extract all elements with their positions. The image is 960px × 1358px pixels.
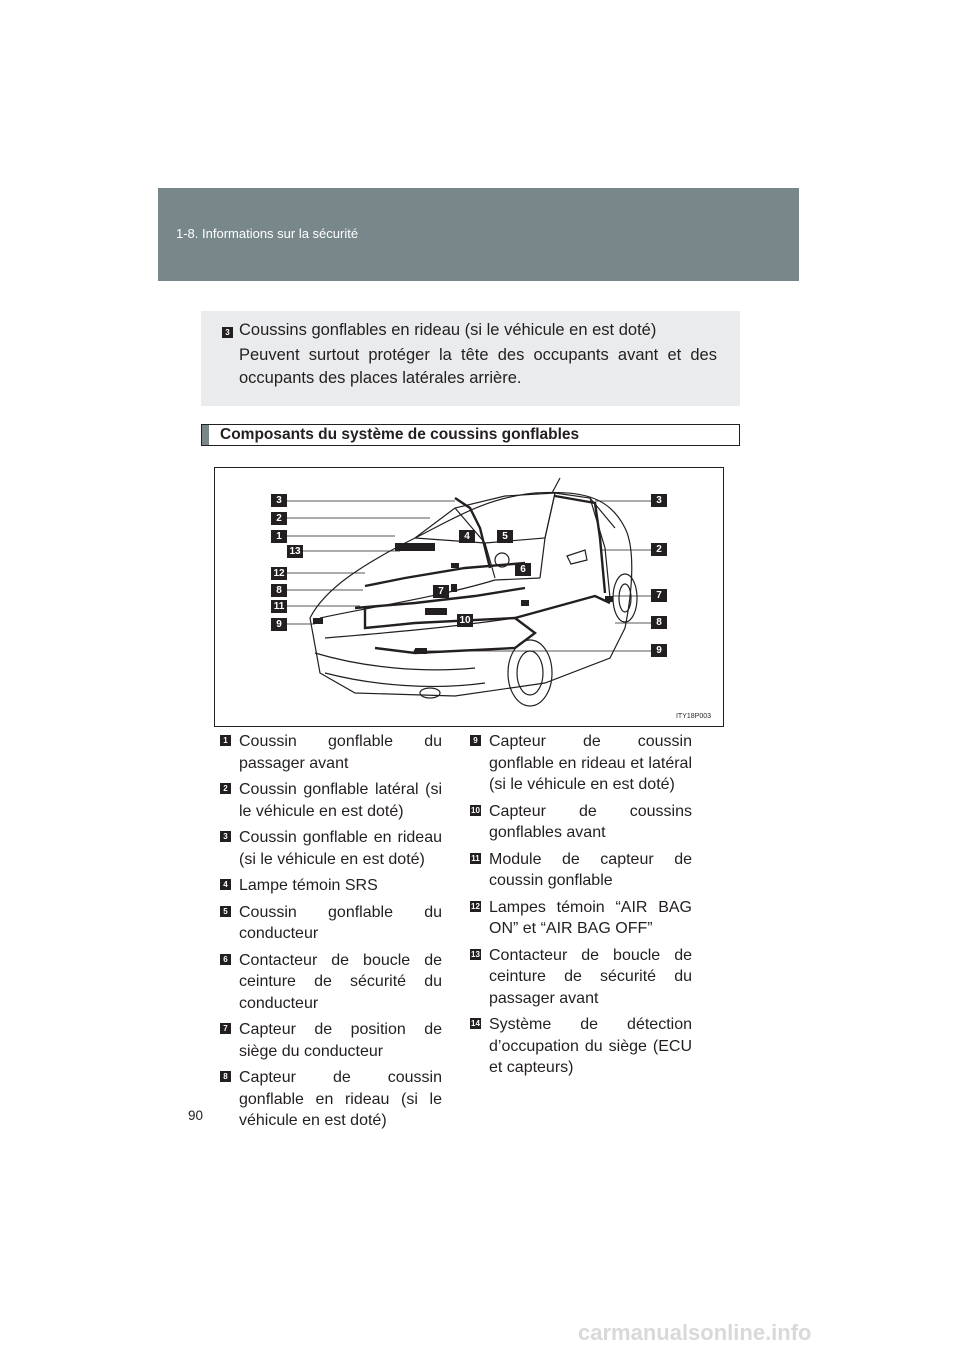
diagram-tag: 1 xyxy=(271,530,287,543)
item-number-badge: 13 xyxy=(471,949,480,959)
intro-title: Coussins gonflables en rideau (si le véhicule en est doté) xyxy=(239,321,657,339)
watermark: carmanualsonline.info xyxy=(578,1320,812,1345)
item-text: Lampes témoin “AIR BAG ON” et “AIR BAG OFF” xyxy=(489,898,692,937)
intro-number-badge: 3 xyxy=(222,327,233,338)
item-number-badge: 8 xyxy=(220,1071,231,1082)
item-text: Capteur de coussins gonflables avant xyxy=(489,802,692,841)
diagram-tag: 7 xyxy=(651,589,667,602)
item-text: Capteur de position de siège du conducteur xyxy=(239,1021,442,1060)
section-heading xyxy=(201,424,740,446)
components-list-right xyxy=(470,731,692,1084)
breadcrumb: 1-8. Informations sur la sécurité xyxy=(176,226,359,241)
diagram-tag: 5 xyxy=(497,530,513,543)
item-number-badge: 14 xyxy=(471,1019,480,1028)
diagram-tag: 9 xyxy=(271,618,287,631)
diagram-tag: 9 xyxy=(651,644,667,657)
item-text: Coussin gonflable du passager avant xyxy=(239,733,442,772)
diagram-tag: 3 xyxy=(271,494,287,507)
diagram-tag: 2 xyxy=(271,512,287,525)
list-item xyxy=(220,731,442,774)
item-number-badge: 5 xyxy=(220,906,231,917)
heading-marker xyxy=(202,425,209,445)
item-text: Contacteur de boucle de ceinture de sécurité du passager avant xyxy=(489,946,692,1007)
list-item xyxy=(220,1067,442,1132)
chapter-header xyxy=(158,188,799,281)
diagram-tag: 8 xyxy=(271,584,287,597)
diagram-tag: 2 xyxy=(651,543,667,556)
item-number-badge: 2 xyxy=(220,783,231,794)
list-item xyxy=(220,779,442,822)
diagram-tag: 4 xyxy=(459,530,475,543)
list-item xyxy=(470,801,692,844)
diagram-tag: 11 xyxy=(271,600,287,613)
item-text: Système de détection d’occupation du siège (ECU et capteurs) xyxy=(489,1016,692,1076)
item-text: Coussin gonflable du conducteur xyxy=(239,903,442,942)
intro-text: Peuvent surtout protéger la tête des occupants avant et des occupants des places latérales arrière. xyxy=(239,346,717,387)
diagram-tag: 6 xyxy=(515,563,531,576)
list-item xyxy=(470,731,692,796)
list-item xyxy=(470,849,692,892)
list-item xyxy=(470,897,692,940)
item-text: Coussin gonflable latéral (si le véhicule en est doté) xyxy=(239,781,442,820)
list-item xyxy=(220,827,442,870)
item-number-badge: 1 xyxy=(220,735,231,746)
diagram-tag: 12 xyxy=(271,567,287,580)
airbag-components-diagram xyxy=(214,467,724,727)
item-number-badge: 7 xyxy=(220,1023,231,1034)
page-number: 90 xyxy=(188,1108,204,1123)
intro-box xyxy=(201,311,740,406)
item-number-badge: 3 xyxy=(220,831,231,842)
list-item xyxy=(220,950,442,1015)
item-number-badge: 9 xyxy=(470,735,481,746)
list-item xyxy=(220,875,442,897)
item-text: Capteur de coussin gonflable en rideau et latéral (si le véhicule en est doté) xyxy=(489,733,692,793)
item-number-badge: 11 xyxy=(471,853,480,863)
list-item xyxy=(470,1014,692,1079)
item-text: Capteur de coussin gonflable en rideau (si le véhicule en est doté) xyxy=(239,1069,442,1129)
list-item xyxy=(220,1019,442,1062)
diagram-tag: 13 xyxy=(287,545,303,558)
diagram-tag: 10 xyxy=(457,614,473,627)
item-text: Module de capteur de coussin gonflable xyxy=(489,850,692,889)
diagram-code: ITY18P003 xyxy=(675,713,711,720)
item-number-badge: 12 xyxy=(471,901,480,911)
item-text: Coussin gonflable en rideau (si le véhicule en est doté) xyxy=(239,829,442,868)
item-number-badge: 6 xyxy=(220,954,231,965)
car-illustration xyxy=(215,468,723,726)
item-number-badge: 10 xyxy=(471,805,480,815)
item-number-badge: 4 xyxy=(220,879,231,890)
diagram-tag: 3 xyxy=(651,494,667,507)
diagram-tag: 7 xyxy=(433,585,449,598)
item-text: Lampe témoin SRS xyxy=(239,877,378,894)
list-item xyxy=(470,945,692,1010)
components-list-left xyxy=(220,731,442,1137)
section-heading-text: Composants du système de coussins gonflables xyxy=(220,426,580,443)
list-item xyxy=(220,902,442,945)
diagram-tag: 8 xyxy=(651,616,667,629)
item-text: Contacteur de boucle de ceinture de sécurité du conducteur xyxy=(239,951,442,1012)
